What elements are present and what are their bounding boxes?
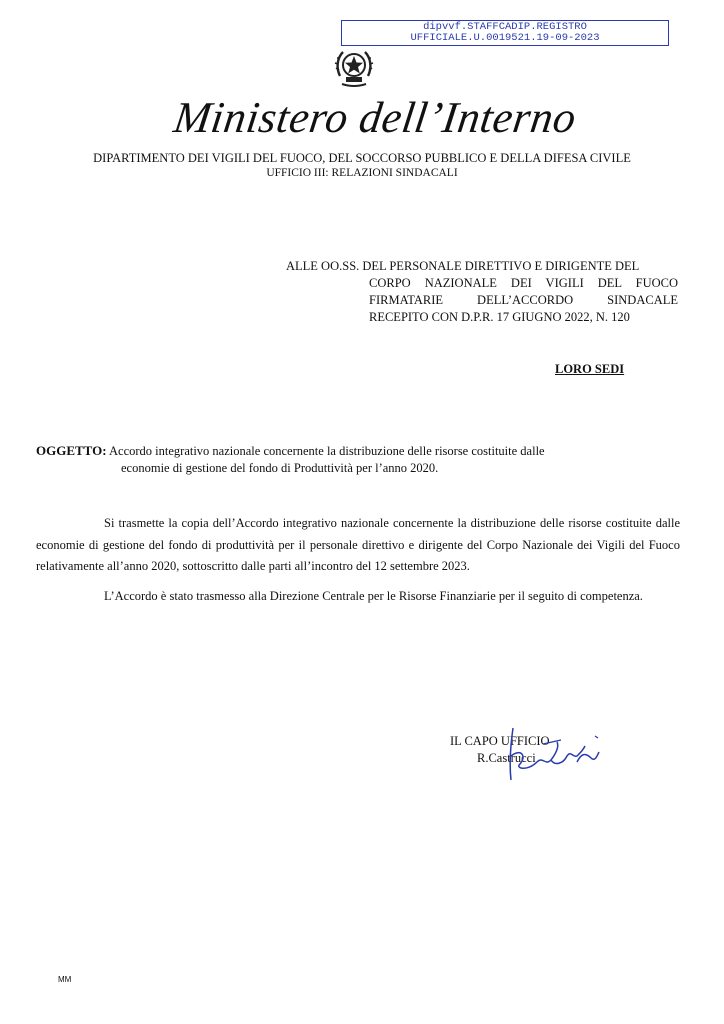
addressee-line: ALLE OO.SS. DEL PERSONALE DIRETTIVO E DIRIGENTE DEL — [286, 259, 640, 273]
signatory-title: IL CAPO UFFICIO — [450, 734, 550, 748]
ministry-title: Ministero dell’Interno — [170, 93, 580, 142]
subject-text-line2: economie di gestione del fondo di Produttività per l’anno 2020. — [121, 461, 439, 475]
letter-body — [36, 513, 680, 607]
handwritten-signature — [487, 722, 607, 784]
body-paragraph: Si trasmette la copia dell’Accordo integrativo nazionale concernente la distribuzione delle risorse costituite dalle economie di gestione del fondo di produttività per il personale direttivo e dirigente del Corpo Nazionale dei Vigili del Fuoco relativamente all’anno 2020, sottoscritto dalle parti all’incontro del 12 settembre 2023. — [36, 516, 680, 573]
addressee-line: CORPO NAZIONALE DEI VIGILI DEL FUOCO — [369, 276, 678, 290]
subject-block — [36, 442, 676, 477]
department-name: DIPARTIMENTO DEI VIGILI DEL FUOCO, DEL SOCCORSO PUBBLICO E DELLA DIFESA CIVILE — [93, 151, 631, 165]
protocol-stamp-line2: UFFICIALE.U.0019521.19-09-2023 — [410, 32, 600, 44]
office-name: UFFICIO III: RELAZIONI SINDACALI — [266, 167, 458, 179]
addressee-line: FIRMATARIE DELL’ACCORDO SINDACALE — [369, 293, 678, 307]
protocol-stamp — [341, 20, 669, 46]
signatory-name: R.Castrucci — [477, 751, 536, 765]
body-paragraph: L’Accordo è stato trasmesso alla Direzione Centrale per le Risorse Finanziarie per il seguito di competenza. — [104, 588, 643, 603]
subject-label: OGGETTO: — [36, 443, 107, 458]
addressee-block — [286, 258, 678, 326]
addressee-line: RECEPITO CON D.P.R. 17 GIUGNO 2022, N. 120 — [369, 310, 630, 324]
subject-text-line1: Accordo integrativo nazionale concernente la distribuzione delle risorse costituite dalle — [109, 444, 545, 458]
protocol-stamp-line1: dipvvf.STAFFCADIP.REGISTRO — [423, 21, 587, 33]
initials: MM — [58, 975, 72, 984]
loro-sedi-label: LORO SEDI — [555, 362, 625, 376]
italian-republic-emblem-icon — [334, 46, 374, 88]
